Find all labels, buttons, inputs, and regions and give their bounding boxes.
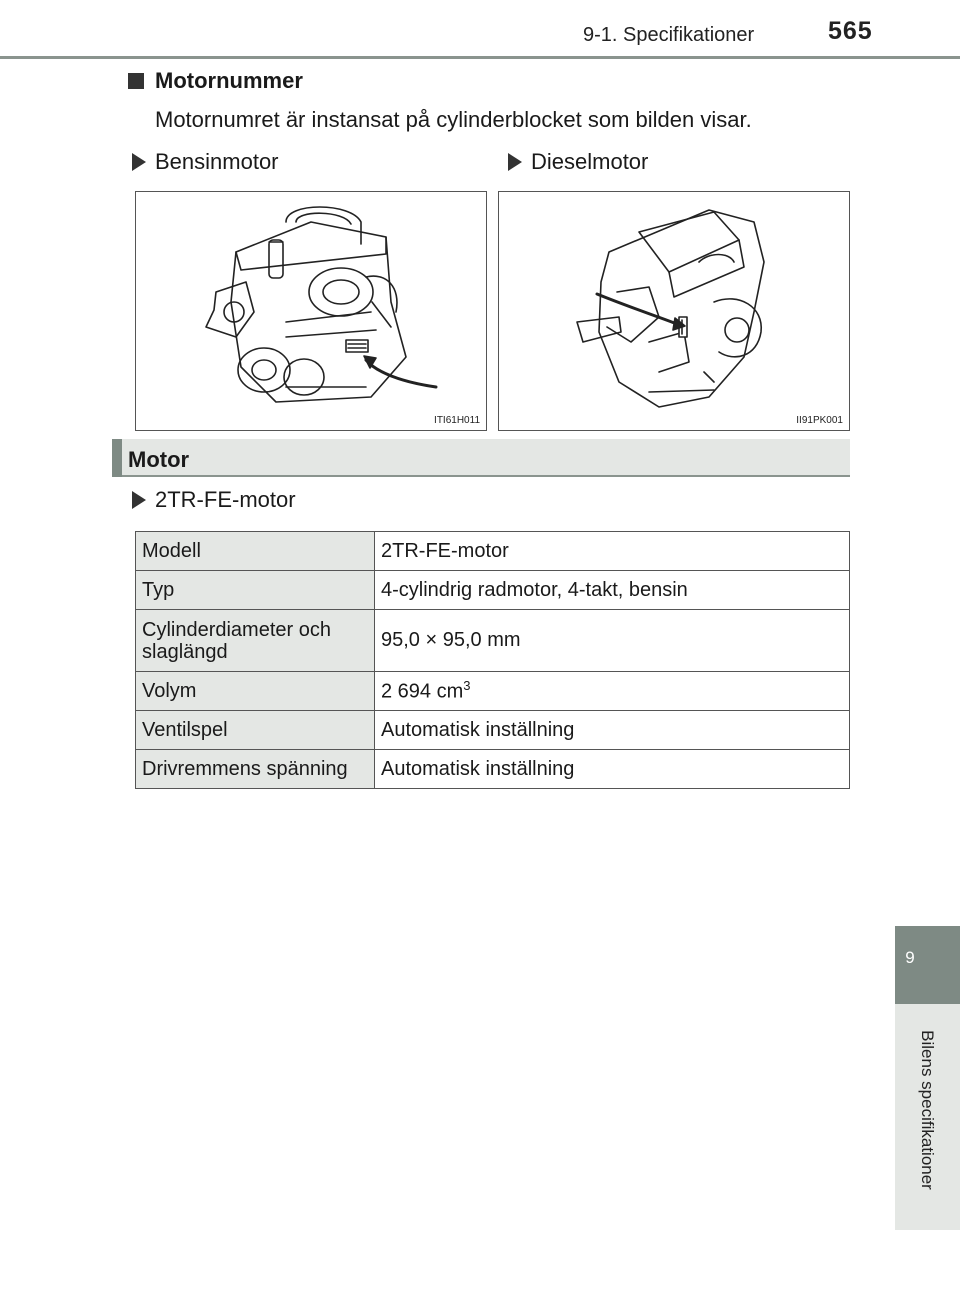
spec-key: Modell <box>136 532 375 571</box>
chapter-label: Bilens specifikationer <box>918 1030 937 1190</box>
spec-value <box>375 672 850 711</box>
diesel-engine-illustration <box>499 192 849 430</box>
spec-value: 4-cylindrig radmotor, 4-takt, bensin <box>375 571 850 610</box>
spec-value: 2TR-FE-motor <box>375 532 850 571</box>
figure-code-bensin: ITI61H011 <box>434 415 480 426</box>
figure-label-bensin: Bensinmotor <box>155 149 279 174</box>
section-band-accent <box>112 439 122 477</box>
spec-key: Ventilspel <box>136 711 375 750</box>
header-section-title: 9-1. Specifikationer <box>583 24 755 46</box>
chapter-number: 9 <box>905 948 915 967</box>
table-row <box>136 711 850 750</box>
triangle-bullet-icon <box>132 153 146 171</box>
engine-variant-label: 2TR-FE-motor <box>155 487 296 512</box>
section-band-motor <box>112 439 850 477</box>
spec-value: Automatisk inställning <box>375 711 850 750</box>
triangle-bullet-icon <box>508 153 522 171</box>
spec-key: Cylinderdiameter och slaglängd <box>136 610 375 672</box>
spec-key: Volym <box>136 672 375 711</box>
figure-label-diesel: Dieselmotor <box>531 149 649 174</box>
section-heading-motornummer: Motornummer <box>155 68 303 93</box>
table-row <box>136 571 850 610</box>
engine-spec-table <box>135 531 850 789</box>
spec-key: Drivremmens spänning <box>136 750 375 789</box>
figure-code-diesel: II91PK001 <box>796 415 843 426</box>
header-rule <box>0 56 960 59</box>
intro-text: Motornumret är instansat på cylinderblocket som bilden visar. <box>155 107 752 132</box>
spec-value: Automatisk inställning <box>375 750 850 789</box>
table-row <box>136 672 850 711</box>
spec-value: 95,0 × 95,0 mm <box>375 610 850 672</box>
volume-value: 2 694 cm <box>381 680 464 703</box>
volume-unit-exponent: 3 <box>463 678 471 694</box>
petrol-engine-figure <box>135 191 487 431</box>
page-number: 565 <box>828 17 873 45</box>
section-heading-motor: Motor <box>128 447 190 472</box>
square-bullet-icon <box>128 73 144 89</box>
triangle-bullet-icon <box>132 491 146 509</box>
spec-key: Typ <box>136 571 375 610</box>
petrol-engine-illustration <box>136 192 486 430</box>
diesel-engine-figure <box>498 191 850 431</box>
table-row <box>136 750 850 789</box>
table-row <box>136 610 850 672</box>
table-row <box>136 532 850 571</box>
